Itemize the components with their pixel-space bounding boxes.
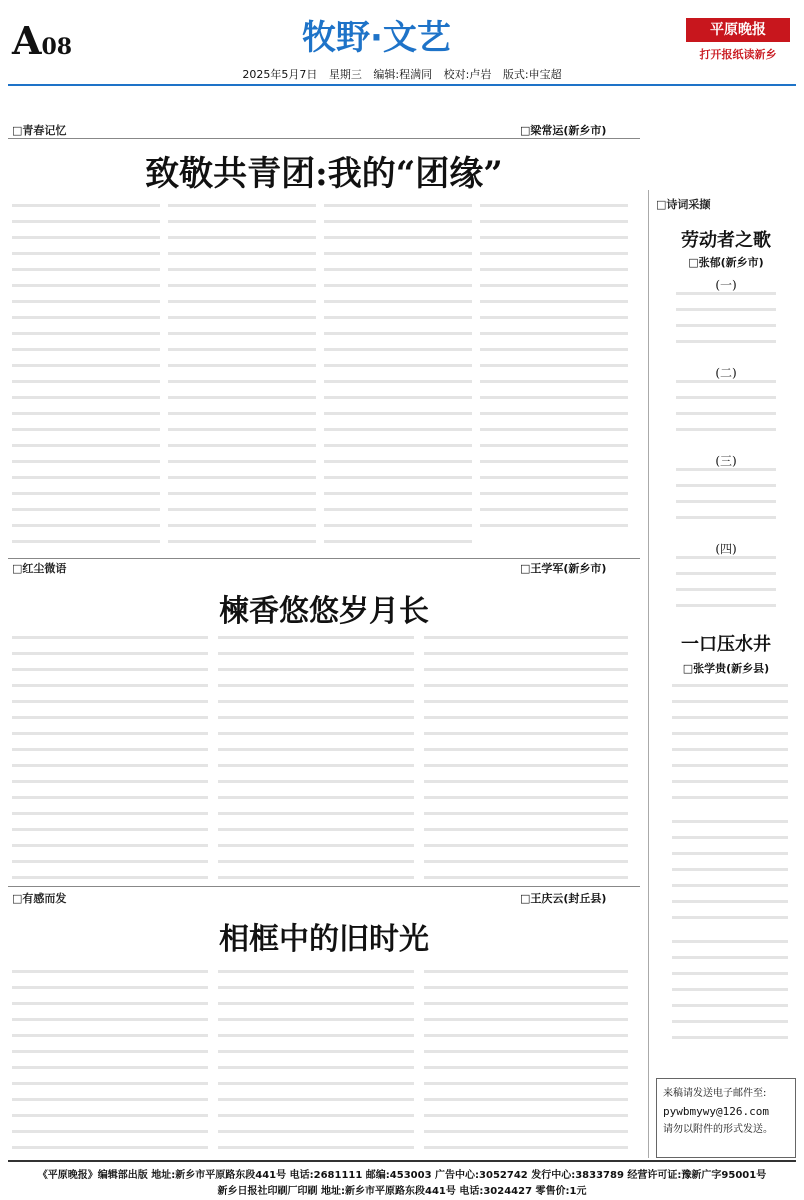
article-2-body-col-1 <box>12 636 208 882</box>
poem-1-stanza-2-text <box>676 380 776 444</box>
page-number-digits: 08 <box>41 34 73 60</box>
article-1-column-tag: □青春记忆 <box>12 124 67 137</box>
poem-1-title: 劳动者之歌 <box>681 230 771 251</box>
article-3-body-col-2 <box>218 970 414 1156</box>
contact-line-2: 请勿以附件的形式发送。 <box>663 1124 773 1135</box>
poems-column-tag: □诗词采撷 <box>656 198 711 211</box>
article-2-top-rule <box>8 558 640 559</box>
right-column-divider <box>648 190 649 1158</box>
paper-logo: 平原晚报 <box>686 18 790 42</box>
article-3-headline: 相框中的旧时光 <box>219 922 429 957</box>
dateline <box>0 66 804 82</box>
article-2-column-tag: □红尘微语 <box>12 562 67 575</box>
article-3-byline: □王庆云(封丘县) <box>520 892 607 905</box>
footer-line-1: 《平原晚报》编辑部出版 地址:新乡市平原路东段441号 电话:2681111 邮编:453003 广告中心:3052742 发行中心:3833789 经营许可证:豫新广字95001号 <box>37 1170 767 1181</box>
issue-date: 2025年5月7日 <box>242 68 318 81</box>
footer-line-2: 新乡日报社印刷厂印刷 地址:新乡市平原路东段441号 电话:3024427 零售价:1元 <box>217 1186 587 1197</box>
paper-tagline: 打开报纸读新乡 <box>699 48 777 61</box>
poem-1-stanza-1-number: (一) <box>715 278 737 292</box>
page-number <box>12 18 72 63</box>
article-2-headline: 楝香悠悠岁月长 <box>219 594 429 629</box>
masthead-rule <box>8 84 796 86</box>
article-1-body-col-2 <box>168 204 316 554</box>
proofreader-credit: 校对:卢岩 <box>443 68 492 81</box>
masthead <box>0 0 804 84</box>
poem-1-stanza-1-text <box>676 292 776 356</box>
article-1-byline: □梁常运(新乡市) <box>520 124 607 137</box>
article-2-body-col-3 <box>424 636 628 882</box>
article-2-byline: □王学军(新乡市) <box>520 562 607 575</box>
article-1-rule <box>8 138 640 139</box>
article-1-body-col-3 <box>324 204 472 554</box>
article-2-body-col-2 <box>218 636 414 882</box>
article-1-headline: 致敬共青团:我的“团缘” <box>145 154 503 194</box>
poem-1-stanza-2-number: (二) <box>715 366 737 380</box>
poem-1-stanza-3-text <box>676 468 776 532</box>
poem-2-author: □张学贵(新乡县) <box>682 662 770 675</box>
footer-rule <box>8 1160 796 1162</box>
editor-credit: 编辑:程满同 <box>373 68 433 81</box>
contact-line-1: 来稿请发送电子邮件至: <box>663 1088 767 1099</box>
article-1-body-col-1 <box>12 204 160 554</box>
contact-email[interactable]: pywbmywy@126.com <box>663 1105 769 1118</box>
poem-2-text-part-1 <box>672 684 788 810</box>
section-title: 牧野·文艺 <box>302 18 451 58</box>
submission-contact-box <box>656 1078 796 1158</box>
article-3-body-col-3 <box>424 970 628 1156</box>
article-3-column-tag: □有感而发 <box>12 892 67 905</box>
issue-weekday: 星期三 <box>328 68 362 81</box>
poem-2-title: 一口压水井 <box>681 634 771 655</box>
article-3-body-col-1 <box>12 970 208 1156</box>
page-letter: A <box>12 18 42 63</box>
poem-1-stanza-4-number: (四) <box>715 542 737 556</box>
poem-1-author: □张郁(新乡市) <box>688 256 764 269</box>
article-1-body-col-4 <box>480 204 628 534</box>
poem-2-text-part-2 <box>672 820 788 932</box>
poem-1-stanza-4-text <box>676 556 776 620</box>
layout-credit: 版式:申宝超 <box>502 68 562 81</box>
poem-1-stanza-3-number: (三) <box>715 454 737 468</box>
article-3-top-rule <box>8 886 640 887</box>
poem-2-text-part-3 <box>672 940 788 1052</box>
